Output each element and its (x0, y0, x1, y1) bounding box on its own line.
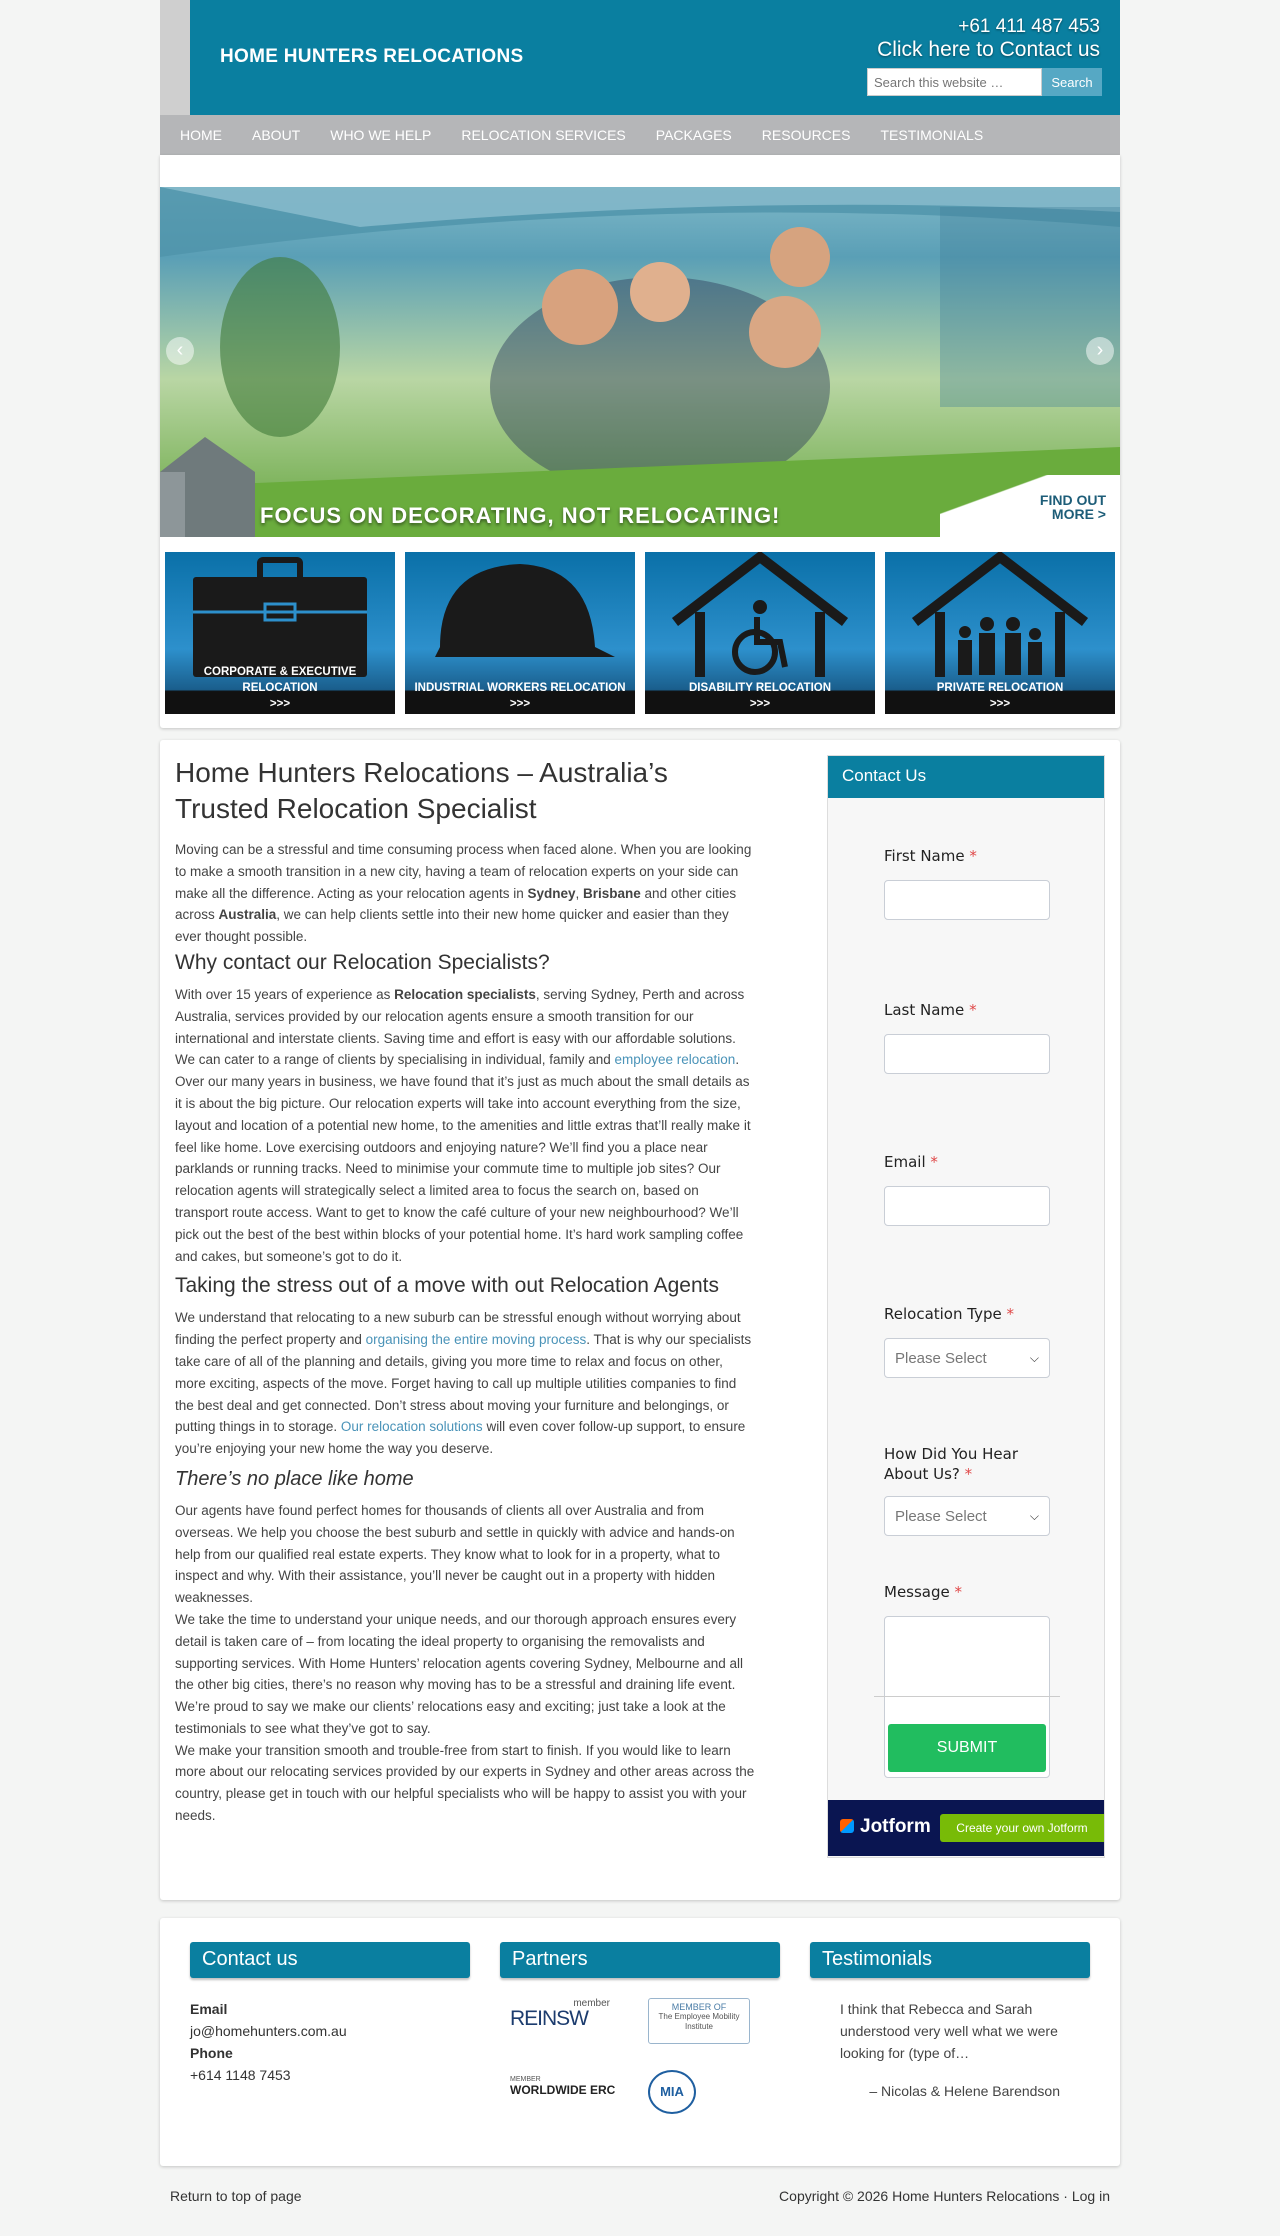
tile-more: >>> (749, 698, 771, 710)
site-logo[interactable]: HOME HUNTERS RELOCATIONS (220, 46, 524, 67)
slider-prev-icon[interactable]: ‹ (166, 337, 194, 365)
footer-widgets (160, 1918, 1120, 2166)
widget-title: Contact us (190, 1942, 470, 1978)
briefcase-icon (165, 552, 395, 682)
search-button[interactable]: Search (1042, 68, 1102, 96)
wheelchair-house-icon (645, 552, 875, 682)
tile-disability[interactable] (645, 552, 875, 714)
slider-caption: FOCUS ON DECORATING, NOT RELOCATING! (260, 503, 781, 528)
intro-paragraph: Moving can be a stressful and time consuming process when faced alone. When you are looking to make a smooth transition in a new city, having a team of relocation experts on your side can make all the difference. Acting as your relocation agents in Sydney, Brisbane and other cities across Australia, we can help clients settle into their new home quicker and easier than they ever thought possible. (175, 842, 752, 945)
nav-about[interactable]: ABOUT (252, 127, 301, 143)
search-input[interactable] (867, 68, 1042, 96)
section-heading: There’s no place like home (175, 1467, 414, 1490)
nav-testimonials[interactable]: TESTIMONIALS (880, 127, 984, 143)
chevron-down-icon: ⌵ (1029, 1350, 1039, 1365)
house-silhouette-icon (160, 432, 255, 537)
email-field[interactable] (884, 1186, 1050, 1226)
find-out-more-button[interactable] (940, 475, 1120, 537)
required-marker: * (930, 1153, 938, 1171)
jotform-banner (828, 1800, 1104, 1856)
moving-process-link[interactable]: organising the entire moving process (365, 1332, 587, 1348)
copyright: Copyright © 2026 Home Hunters Relocations · Log in (779, 2188, 1110, 2204)
employee-relocation-link[interactable]: employee relocation (614, 1052, 736, 1068)
tile-corporate[interactable] (165, 552, 395, 714)
tile-more: >>> (509, 698, 531, 710)
tile-label: PRIVATE RELOCATION (936, 682, 1064, 694)
submit-button[interactable]: SUBMIT (888, 1724, 1046, 1772)
slider-next-icon[interactable]: › (1086, 337, 1114, 365)
widget-title: Testimonials (810, 1942, 1090, 1978)
required-marker: * (969, 1001, 977, 1019)
tile-label: CORPORATE & EXECUTIVE RELOCATION (203, 666, 357, 694)
required-marker: * (1006, 1305, 1014, 1323)
search-form (867, 68, 1102, 96)
required-marker: * (969, 847, 977, 865)
header-phone: +61 411 487 453 (958, 16, 1100, 37)
return-to-top-link[interactable]: Return to top of page (170, 2188, 302, 2204)
jotform-icon (840, 1819, 854, 1833)
first-name-label: First Name (884, 847, 965, 865)
tile-label: INDUSTRIAL WORKERS RELOCATION (414, 682, 626, 694)
family-house-icon (885, 552, 1115, 682)
tile-private[interactable] (885, 552, 1115, 714)
emi-logo[interactable]: MEMBER OF The Employee Mobility Institute (648, 1998, 750, 2044)
chevron-down-icon: ⌵ (1029, 1508, 1039, 1523)
relocation-type-value: Please Select (895, 1349, 987, 1367)
article (175, 755, 755, 1827)
hero-slider[interactable] (160, 187, 1120, 537)
relocation-type-label: Relocation Type (884, 1305, 1002, 1323)
hero-panel (160, 155, 1120, 728)
main-content-panel (160, 740, 1120, 1900)
partners-widget (500, 1942, 780, 2118)
find-out-more-label: FIND OUT MORE > (1039, 492, 1106, 522)
testimonial-text[interactable]: I think that Rebecca and Sarah understood very well what we were looking for (type of… (840, 2001, 1058, 2061)
header-side-strip (160, 0, 190, 115)
create-jotform-button[interactable]: Create your own Jotform (940, 1814, 1104, 1842)
hear-about-select[interactable] (884, 1496, 1050, 1536)
nav-who-we-help[interactable]: WHO WE HELP (330, 127, 432, 143)
message-label: Message (884, 1583, 950, 1601)
tile-label: DISABILITY RELOCATION (688, 682, 832, 694)
last-name-label: Last Name (884, 1001, 965, 1019)
login-link[interactable]: Log in (1071, 2188, 1110, 2204)
required-marker: * (964, 1465, 973, 1483)
form-divider (874, 1696, 1060, 1697)
page-title: Home Hunters Relocations – Australia’s Trusted Relocation Specialist (175, 757, 668, 824)
paragraph: Over our many years in business, we have found that it’s just as much about the small details as it is about the big picture. Our relocation experts will take into account everything from the size, layout and location of a potential new home, to the amenities and little extras that’ll really make it feel like home. Love exercising outdoors and enjoying nature? We’ll find you a place near parklands or running tracks. Need to minimise your commute time to multiple job sites? Our relocation agents will strategically select a limited area to focus the search on, based on transport route access. Want to get to know the café culture of your new neighbourhood? We’ll pick out the best of the best within blocks of your potential home. It’s hard work sampling coffee and cakes, but someone’s got to do it. (175, 1074, 751, 1264)
tile-industrial[interactable] (405, 552, 635, 714)
relocation-solutions-link[interactable]: Our relocation solutions (340, 1419, 483, 1435)
nav-home[interactable]: HOME (180, 127, 222, 143)
service-tiles (165, 552, 1115, 714)
first-name-field[interactable] (884, 880, 1050, 920)
email-label: Email (884, 1153, 926, 1171)
widget-title: Partners (500, 1942, 780, 1978)
section-heading: Why contact our Relocation Specialists? (175, 950, 550, 974)
worldwide-erc-logo[interactable]: MEMBER WORLDWIDE ERC (510, 2076, 616, 2097)
site-header (190, 0, 1120, 115)
phone-value: +614 1148 7453 (190, 2067, 291, 2083)
contact-widget (190, 1942, 470, 2086)
contact-form-sidebar (827, 755, 1105, 1858)
contact-form (884, 846, 1054, 1778)
hardhat-icon (405, 552, 635, 682)
nav-relocation-services[interactable]: RELOCATION SERVICES (461, 127, 626, 143)
required-marker: * (954, 1583, 963, 1601)
mia-logo[interactable]: MIA (648, 2070, 696, 2114)
sidebar-title: Contact Us (828, 756, 1104, 798)
last-name-field[interactable] (884, 1034, 1050, 1074)
paragraph: We make your transition smooth and trouble-free from start to finish. If you would like to learn more about our relocating services provided by our experts in Sydney and other areas across the country, please get in touch with our helpful specialists who will be happy to assist you with your needs. (175, 1742, 755, 1824)
email-label: Email (190, 2001, 228, 2017)
paragraph: We understand that relocating to a new suburb can be stressful enough without worrying about finding the perfect property and organising the entire moving process. That is why our specialists take care of all of the planning and details, giving you more time to relax and focus on other, more exciting, aspects of the move. Forget having to call up multiple utilities companies to find the best deal and get connected. Don’t stress about moving your furniture and belongings, or putting things in to storage. Our relocation solutions will even cover follow-up support, to ensure you’re enjoying your new home the way you deserve. (175, 1310, 752, 1457)
section-heading: Taking the stress out of a move with out Relocation Agents (175, 1274, 719, 1298)
paragraph: Our agents have found perfect homes for thousands of clients all over Australia and from overseas. We help you choose the best suburb and settle in quickly with advice and hands-on help from our qualified real estate experts. They know what to look for in a property, what to inspect and why. With their assistance, you’ll never be caught out in a property with hidden weaknesses. (175, 1502, 735, 1606)
hear-about-value: Please Select (895, 1507, 987, 1525)
contact-us-link[interactable]: Click here to Contact us (877, 38, 1100, 61)
email-value: jo@homehunters.com.au (190, 2023, 347, 2039)
relocation-type-select[interactable] (884, 1338, 1050, 1378)
nav-packages[interactable]: PACKAGES (655, 127, 732, 143)
paragraph: With over 15 years of experience as Relocation specialists, serving Sydney, Perth and across Australia, services provided by our relocation agents ensure a smooth transition for our international and interstate clients. Saving time and effort is easy with our affordable solutions. We can cater to a range of clients by specialising in individual, family and employee relocation. (175, 986, 745, 1068)
main-nav (160, 115, 1120, 155)
hear-about-label: How Did You Hear About Us? (884, 1445, 1018, 1483)
testimonials-widget (810, 1942, 1090, 2102)
tile-more: >>> (269, 698, 291, 710)
paragraph: We take the time to understand your unique needs, and our thorough approach ensures every detail is taken care of – from locating the ideal property to organising the removalists and supporting services. With Home Hunters’ relocation agents covering Sydney, Melbourne and all the other big cities, there’s no reason why moving has to be a stressful and draining life event. We’re proud to say we make our clients’ relocations easy and exciting; just take a look at the testimonials to see what they’ve got to say. (175, 1611, 744, 1736)
phone-label: Phone (190, 2045, 233, 2061)
nav-resources[interactable]: RESOURCES (761, 127, 851, 143)
tile-more: >>> (989, 698, 1011, 710)
testimonial-author: – Nicolas & Helene Barendson (869, 2083, 1060, 2099)
jotform-logo[interactable]: Jotform (840, 1816, 931, 1838)
reinsw-logo[interactable]: member REINSW (510, 1998, 610, 2030)
